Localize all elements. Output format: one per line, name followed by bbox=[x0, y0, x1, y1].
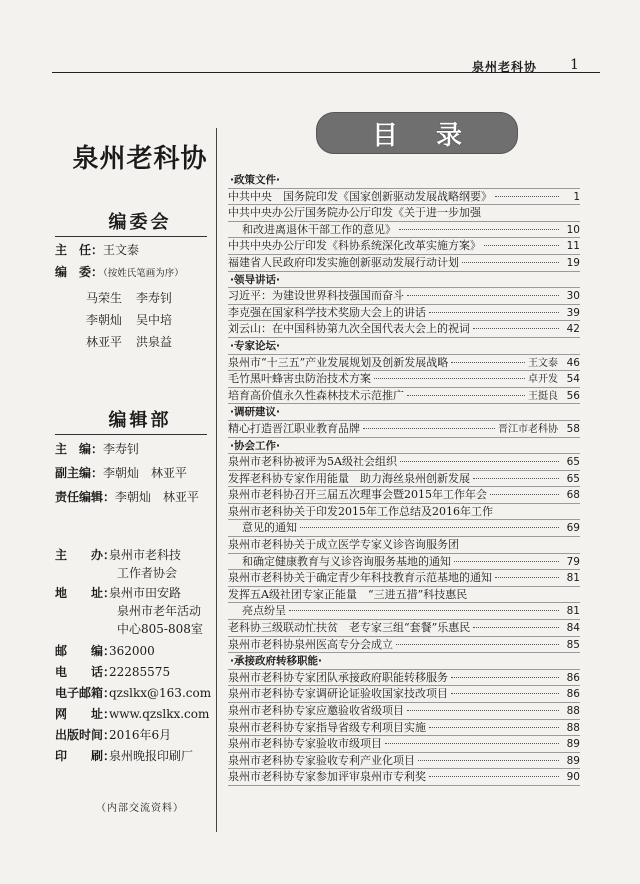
committee-rule bbox=[55, 236, 207, 237]
member-name: 马荣生 bbox=[86, 291, 123, 305]
printer-label: 印 刷： bbox=[55, 749, 116, 763]
member-name: 李寿钊 bbox=[136, 291, 173, 305]
toc-entry-page: 42 bbox=[566, 323, 580, 336]
deputy-editor-row bbox=[55, 465, 187, 481]
postcode-row bbox=[55, 642, 155, 660]
toc-entry bbox=[228, 388, 580, 405]
sponsor-row bbox=[55, 546, 181, 564]
toc-entry-title: 泉州市老科协专家参加评审泉州市专利奖 bbox=[228, 770, 426, 784]
toc-category: ·调研建议· bbox=[228, 404, 580, 421]
toc-leader-dots bbox=[473, 478, 559, 479]
toc-entry bbox=[228, 255, 580, 272]
toc-entry bbox=[228, 570, 580, 587]
sponsor-value: 泉州市老科技 bbox=[109, 548, 182, 562]
toc-entry bbox=[228, 189, 580, 206]
address-row bbox=[55, 584, 181, 602]
toc-entry-page: 79 bbox=[566, 555, 580, 568]
toc-entry-page: 30 bbox=[566, 290, 580, 303]
page-number: 1 bbox=[570, 57, 579, 73]
committee-chair-row bbox=[55, 242, 139, 258]
chair-label: 主 任： bbox=[55, 243, 104, 257]
toc-entry bbox=[228, 238, 580, 255]
toc-entry-title: 福建省人民政府印发实施创新驱动发展行动计划 bbox=[228, 255, 459, 269]
toc-leader-dots bbox=[399, 229, 559, 230]
postcode-value: 362000 bbox=[109, 644, 155, 658]
toc-entry bbox=[228, 421, 580, 438]
email-value: qzslkx@163.com bbox=[109, 686, 212, 700]
toc-leader-dots bbox=[451, 693, 559, 694]
toc-leader-dots bbox=[400, 461, 559, 462]
toc-entry-page: 88 bbox=[566, 705, 580, 717]
toc-entry-title: 泉州市老科协召开三届五次理事会暨2015年工作年会 bbox=[228, 488, 487, 502]
internal-circulation-note: （内部交流资料） bbox=[96, 803, 184, 814]
toc-entry-page: 88 bbox=[566, 721, 580, 734]
member-name: 吴中培 bbox=[136, 313, 173, 327]
toc-leader-dots bbox=[495, 577, 559, 578]
table-of-contents bbox=[228, 172, 580, 786]
member-name: 李朝灿 bbox=[86, 313, 123, 327]
contents-banner bbox=[316, 112, 518, 154]
toc-entry-page: 89 bbox=[566, 738, 580, 751]
toc-entry-title: 泉州市老科协关于确定青少年科技教育示范基地的通知 bbox=[228, 571, 492, 585]
toc-entry-title: 泉州市老科协泉州医高专分会成立 bbox=[228, 637, 393, 651]
publish-date-row bbox=[55, 726, 171, 744]
editorial-title: 编辑部 bbox=[108, 410, 172, 431]
toc-entry bbox=[228, 288, 580, 305]
toc-leader-dots bbox=[451, 677, 559, 678]
toc-leader-dots bbox=[429, 776, 559, 777]
toc-entry-title: 泉州市老科协关于印发2015年工作总结及2016年工作 bbox=[228, 504, 493, 518]
toc-entry bbox=[228, 736, 580, 753]
toc-entry-title: 和确定健康教育与义诊咨询服务基地的通知 bbox=[242, 554, 451, 568]
toc-category: ·领导讲话· bbox=[228, 272, 580, 289]
postcode-label: 邮 编： bbox=[55, 644, 116, 658]
toc-entry bbox=[228, 703, 580, 720]
toc-entry-page: 86 bbox=[566, 688, 580, 701]
toc-entry-title: 意见的通知 bbox=[242, 521, 297, 535]
toc-entry-continuation bbox=[228, 554, 580, 571]
toc-leader-dots bbox=[289, 610, 559, 611]
member-row bbox=[86, 309, 172, 331]
toc-leader-dots bbox=[418, 760, 559, 761]
toc-leader-dots bbox=[374, 378, 525, 379]
editor-value: 李朝灿 林亚平 bbox=[115, 490, 200, 504]
toc-category: ·协会工作· bbox=[228, 438, 580, 455]
toc-entry-title: 泉州市“十三五”产业发展规划及创新发展战略 bbox=[228, 355, 449, 369]
toc-entry-title: 泉州市老科协专家调研论证验收国家技改项目 bbox=[228, 687, 448, 701]
website-label: 网 址： bbox=[55, 707, 116, 721]
toc-leader-dots bbox=[484, 245, 559, 246]
toc-entry-page: 84 bbox=[566, 622, 580, 635]
banner-char: 录 bbox=[436, 120, 463, 151]
toc-leader-dots bbox=[407, 395, 525, 396]
phone-value: 22285575 bbox=[109, 665, 171, 679]
toc-entry bbox=[228, 537, 580, 554]
toc-entry-page: 46 bbox=[566, 356, 580, 369]
toc-entry-title: 发挥老科协专家作用能量 助力海丝泉州创新发展 bbox=[228, 471, 470, 485]
member-name: 洪泉益 bbox=[136, 335, 173, 349]
toc-entry-page: 68 bbox=[566, 489, 580, 502]
toc-entry bbox=[228, 205, 580, 222]
toc-entry-title: 毛竹黑叶蜂害虫防治技术方案 bbox=[228, 372, 371, 386]
toc-leader-dots bbox=[490, 494, 559, 495]
toc-entry-page: 65 bbox=[566, 472, 580, 485]
toc-entry-page: 86 bbox=[566, 671, 580, 684]
editor-in-chief-row bbox=[55, 441, 139, 457]
chair-name: 王文泰 bbox=[103, 243, 140, 257]
toc-leader-dots bbox=[300, 527, 559, 528]
member-row bbox=[86, 331, 172, 353]
address-value: 泉州市田安路 bbox=[109, 586, 182, 600]
toc-entry-author: 卓开发 bbox=[528, 374, 558, 386]
toc-entry-title: 中共中央办公厅国务院办公厅印发《关于进一步加强 bbox=[228, 206, 481, 220]
address-value-line2: 泉州市老年活动 bbox=[117, 604, 202, 618]
toc-entry bbox=[228, 670, 580, 687]
editor-label: 主 编： bbox=[55, 442, 104, 456]
toc-entry bbox=[228, 686, 580, 703]
member-name: 林亚平 bbox=[86, 335, 123, 349]
toc-entry-page: 11 bbox=[566, 240, 580, 253]
toc-entry bbox=[228, 504, 580, 521]
toc-entry-page: 89 bbox=[566, 754, 580, 767]
toc-entry bbox=[228, 371, 580, 388]
toc-row-rule bbox=[228, 785, 580, 786]
toc-entry-page: 19 bbox=[566, 256, 580, 269]
publish-date-label: 出版时间： bbox=[55, 728, 116, 742]
toc-entry-title: 泉州市老科协专家团队承接政府职能转移服务 bbox=[228, 670, 448, 684]
toc-leader-dots bbox=[451, 362, 525, 363]
toc-entry bbox=[228, 321, 580, 338]
printer-row bbox=[55, 747, 193, 765]
toc-entry-continuation bbox=[228, 520, 580, 537]
toc-entry-title: 培育高价值永久性森林技术示范推广 bbox=[228, 388, 404, 402]
toc-entry-title: 泉州市老科协专家应邀验收省级项目 bbox=[228, 704, 404, 717]
editor-label: 责任编辑： bbox=[55, 490, 116, 504]
toc-entry bbox=[228, 720, 580, 737]
toc-entry-title: 泉州市老科协专家验收专利产业化项目 bbox=[228, 753, 415, 767]
toc-entry bbox=[228, 769, 580, 786]
editor-value: 李寿钊 bbox=[103, 442, 140, 456]
website-row bbox=[55, 705, 209, 723]
address-label: 地 址： bbox=[55, 586, 116, 600]
committee-title: 编委会 bbox=[108, 212, 172, 233]
toc-category: ·专家论坛· bbox=[228, 338, 580, 355]
column-divider bbox=[216, 128, 217, 832]
toc-entry-title: 刘云山：在中国科协第九次全国代表大会上的祝词 bbox=[228, 322, 470, 336]
toc-entry-author: 王挺良 bbox=[528, 390, 558, 402]
members-note: （按姓氏笔画为序） bbox=[103, 268, 184, 279]
committee-members-row bbox=[55, 264, 184, 282]
committee-member-list bbox=[86, 287, 172, 353]
email-label: 电子邮箱： bbox=[55, 686, 116, 700]
toc-leader-dots bbox=[495, 196, 559, 197]
toc-entry-title: 和改进离退休干部工作的意见》 bbox=[242, 222, 396, 236]
toc-entry bbox=[228, 620, 580, 637]
toc-entry-page: 65 bbox=[566, 456, 580, 469]
toc-entry bbox=[228, 753, 580, 770]
toc-entry-page: 39 bbox=[566, 306, 580, 319]
publish-date-value: 2016年6月 bbox=[109, 728, 172, 742]
toc-leader-dots bbox=[363, 428, 495, 429]
toc-category: ·政策文件· bbox=[228, 172, 580, 189]
toc-entry bbox=[228, 305, 580, 322]
toc-entry-page: 81 bbox=[566, 605, 580, 618]
member-row bbox=[86, 287, 172, 309]
toc-entry-page: 10 bbox=[566, 223, 580, 236]
toc-category: ·承接政府转移职能· bbox=[228, 653, 580, 670]
editorial-rule bbox=[55, 434, 207, 435]
toc-entry-title: 亮点纷呈 bbox=[242, 604, 286, 618]
toc-entry-author: 晋江市老科协 bbox=[498, 423, 558, 435]
toc-leader-dots bbox=[407, 295, 559, 296]
toc-entry bbox=[228, 454, 580, 471]
phone-label: 电 话： bbox=[55, 665, 116, 679]
running-header-title: 泉州老科协 bbox=[472, 60, 538, 74]
toc-entry-page: 56 bbox=[566, 389, 580, 402]
toc-leader-dots bbox=[429, 312, 559, 313]
toc-entry-page: 54 bbox=[566, 373, 580, 386]
magazine-title: 泉州老科协 bbox=[72, 144, 208, 174]
toc-entry bbox=[228, 637, 580, 654]
toc-entry-page: 1 bbox=[573, 190, 580, 203]
members-label: 编 委： bbox=[55, 265, 104, 279]
editor-value: 李朝灿 林亚平 bbox=[103, 466, 188, 480]
toc-entry bbox=[228, 587, 580, 604]
printer-value: 泉州晚报印刷厂 bbox=[109, 749, 194, 763]
toc-leader-dots bbox=[407, 710, 559, 711]
toc-entry-continuation bbox=[228, 603, 580, 620]
toc-leader-dots bbox=[473, 627, 559, 628]
toc-entry-title: 中共中央办公厅印发《科协系统深化改革实施方案》 bbox=[228, 239, 481, 253]
toc-entry-title: 泉州市老科协专家验收市级项目 bbox=[228, 737, 382, 751]
responsible-editor-row bbox=[55, 489, 199, 505]
sponsor-label: 主 办： bbox=[55, 548, 116, 562]
website-value: www.qzslkx.com bbox=[109, 707, 210, 721]
banner-char: 目 bbox=[371, 120, 398, 151]
toc-leader-dots bbox=[462, 262, 559, 263]
toc-entry-title: 泉州市老科协被评为5A级社会组织 bbox=[228, 455, 397, 469]
sponsor-value-line2: 工作者协会 bbox=[117, 566, 178, 580]
toc-entry-title: 精心打造晋江职业教育品牌 bbox=[228, 421, 360, 435]
toc-entry-author: 王文泰 bbox=[528, 357, 558, 369]
toc-entry bbox=[228, 487, 580, 504]
toc-entry bbox=[228, 355, 580, 372]
toc-leader-dots bbox=[429, 727, 559, 728]
toc-leader-dots bbox=[473, 328, 559, 329]
toc-entry-title: 发挥五A级社团专家正能量 “三进五措”科技惠民 bbox=[228, 587, 468, 601]
address-value-line3: 中心805-808室 bbox=[117, 622, 203, 636]
toc-entry-title: 泉州市老科协关于成立医学专家义诊咨询服务团 bbox=[228, 538, 459, 552]
toc-leader-dots bbox=[385, 743, 559, 744]
email-row bbox=[55, 684, 211, 702]
toc-entry-page: 69 bbox=[566, 522, 580, 535]
toc-entry-page: 81 bbox=[566, 572, 580, 585]
toc-entry-title: 习近平：为建设世界科技强国而奋斗 bbox=[228, 289, 404, 303]
toc-entry-title: 泉州市老科协专家指导省级专利项目实施 bbox=[228, 720, 426, 734]
toc-entry-continuation bbox=[228, 222, 580, 239]
toc-entry-title: 老科协三级联动忙扶贫 老专家三组“套餐”乐惠民 bbox=[228, 621, 471, 635]
toc-entry-page: 85 bbox=[566, 638, 580, 651]
toc-entry-page: 90 bbox=[566, 771, 580, 784]
editor-label: 副主编： bbox=[55, 466, 104, 480]
toc-leader-dots bbox=[454, 561, 559, 562]
toc-entry bbox=[228, 471, 580, 488]
toc-leader-dots bbox=[396, 644, 559, 645]
toc-entry-title: 中共中央 国务院印发《国家创新驱动发展战略纲要》 bbox=[228, 189, 492, 203]
phone-row bbox=[55, 663, 170, 681]
toc-entry-page: 58 bbox=[566, 422, 580, 435]
toc-entry-title: 李克强在国家科学技术奖励大会上的讲话 bbox=[228, 305, 426, 319]
